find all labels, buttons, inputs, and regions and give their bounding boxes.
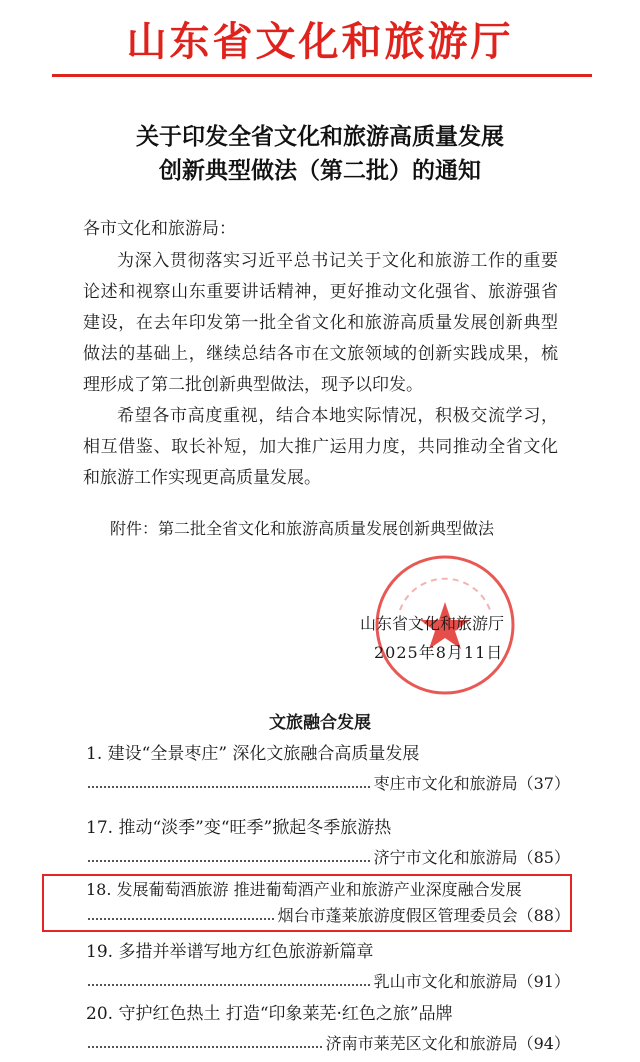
toc-entry-agency: 济宁市文化和旅游局（85） bbox=[373, 848, 570, 867]
dot-leader bbox=[88, 860, 370, 862]
agency-header-title: 山东省文化和旅游厅 bbox=[126, 19, 514, 65]
toc-entry-title: 17. 推动“淡季”变“旺季”掀起冬季旅游热 bbox=[86, 818, 392, 838]
dot-leader bbox=[88, 1046, 322, 1048]
toc-entry-title: 1. 建设“全景枣庄” 深化文旅融合高质量发展 bbox=[86, 744, 420, 764]
attachment-note: 附件：第二批全省文化和旅游高质量发展创新典型做法 bbox=[110, 519, 495, 538]
document-title-line-2: 创新典型做法（第二批）的通知 bbox=[159, 158, 481, 184]
issuer-name: 山东省文化和旅游厅 bbox=[360, 614, 505, 633]
toc-entry-agency: 烟台市蓬莱旅游度假区管理委员会（88） bbox=[277, 906, 570, 925]
toc-entry-title: 19. 多措并举谱写地方红色旅游新篇章 bbox=[86, 942, 374, 962]
toc-entry-agency: 枣庄市文化和旅游局（37） bbox=[373, 774, 570, 793]
header-red-rule bbox=[52, 74, 592, 77]
toc-entry-title: 18. 发展葡萄酒旅游 推进葡萄酒产业和旅游产业深度融合发展 bbox=[86, 880, 522, 899]
body-paragraph-1: 为深入贯彻落实习近平总书记关于文化和旅游工作的重要论述和视察山东重要讲话精神，更好推动文化强省、旅游强省建设，在去年印发第一批全省文化和旅游高质量发展创新典型做法的基础上，继续总结各市在文旅领域的创新实践成果，梳理形成了第二批创新典型做法，现予以印发。 bbox=[83, 251, 558, 395]
salutation: 各市文化和旅游局： bbox=[83, 219, 236, 239]
dot-leader bbox=[88, 984, 370, 986]
toc-entry-agency: 乳山市文化和旅游局（91） bbox=[373, 972, 570, 991]
document-title-line-1: 关于印发全省文化和旅游高质量发展 bbox=[136, 124, 504, 150]
toc-entry-leader bbox=[88, 844, 570, 872]
toc-entry-leader bbox=[88, 770, 570, 798]
toc-entry-agency: 济南市莱芜区文化和旅游局（94） bbox=[325, 1034, 570, 1053]
dot-leader bbox=[88, 786, 370, 788]
issue-date: 2025年8月11日 bbox=[374, 643, 504, 662]
toc-section-heading: 文旅融合发展 bbox=[269, 713, 371, 733]
toc-entry-title: 20. 守护红色热土 打造“印象莱芜·红色之旅”品牌 bbox=[86, 1004, 453, 1024]
toc-entry-leader bbox=[88, 902, 570, 930]
toc-entry-leader bbox=[88, 1030, 570, 1058]
dot-leader bbox=[88, 918, 274, 920]
toc-entry-leader bbox=[88, 968, 570, 996]
body-paragraph-2: 希望各市高度重视，结合本地实际情况，积极交流学习，相互借鉴、取长补短，加大推广运用力度，共同推动全省文化和旅游工作实现更高质量发展。 bbox=[83, 406, 558, 488]
